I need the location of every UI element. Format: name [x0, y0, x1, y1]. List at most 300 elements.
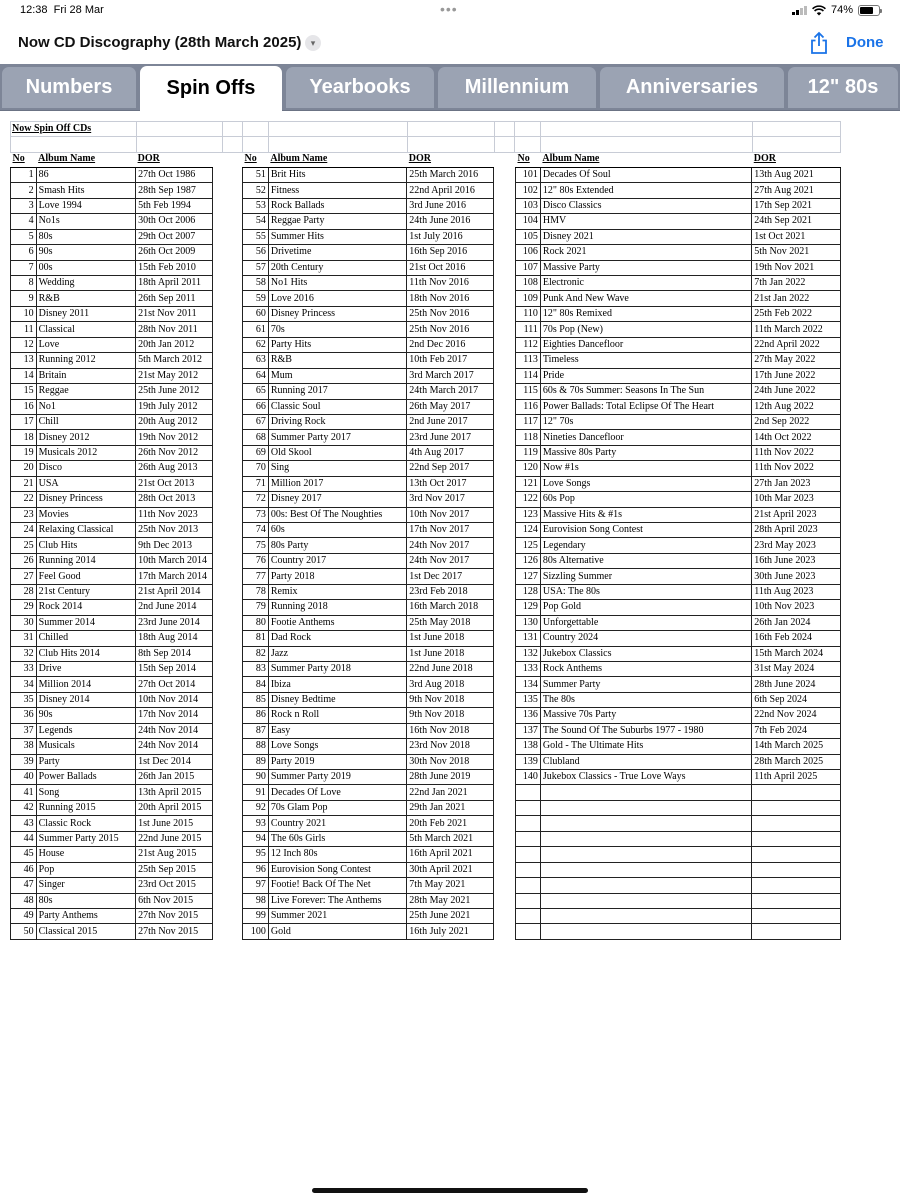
- cell-no[interactable]: 76: [243, 553, 269, 568]
- cell-album-name[interactable]: No1 Hits: [268, 276, 406, 291]
- cell-dor[interactable]: 22nd Sep 2017: [407, 461, 494, 476]
- cell-album-name[interactable]: [540, 862, 751, 877]
- cell-album-name[interactable]: 90s: [36, 245, 135, 260]
- cell-album-name[interactable]: Rock 2021: [540, 245, 751, 260]
- cell-album-name[interactable]: 20th Century: [268, 260, 406, 275]
- cell-no[interactable]: [516, 924, 541, 939]
- cell-dor[interactable]: 28th June 2019: [407, 770, 494, 785]
- cell-dor[interactable]: 2nd Sep 2022: [752, 414, 841, 429]
- cell-dor[interactable]: 16th Sep 2016: [407, 245, 494, 260]
- cell-dor[interactable]: 26th Jan 2024: [752, 615, 841, 630]
- cell-album-name[interactable]: Pop: [36, 862, 135, 877]
- cell-album-name[interactable]: Massive Hits & #1s: [540, 507, 751, 522]
- cell-no[interactable]: 32: [11, 646, 37, 661]
- cell-dor[interactable]: 25th Feb 2022: [752, 306, 841, 321]
- cell-dor[interactable]: 18th April 2011: [136, 276, 213, 291]
- cell-dor[interactable]: 24th Sep 2021: [752, 214, 841, 229]
- cell-album-name[interactable]: Love: [36, 337, 135, 352]
- cell-album-name[interactable]: Disney Princess: [268, 306, 406, 321]
- cell-album-name[interactable]: Fitness: [268, 183, 406, 198]
- cell-album-name[interactable]: Party 2019: [268, 754, 406, 769]
- cell-dor[interactable]: 19th Nov 2012: [136, 430, 213, 445]
- cell-album-name[interactable]: Power Ballads: [36, 770, 135, 785]
- cell-album-name[interactable]: Party: [36, 754, 135, 769]
- cell-album-name[interactable]: Running 2014: [36, 553, 135, 568]
- cell-no[interactable]: 3: [11, 198, 37, 213]
- cell-album-name[interactable]: 00s: Best Of The Noughties: [268, 507, 406, 522]
- cell-album-name[interactable]: 60s & 70s Summer: Seasons In The Sun: [540, 384, 751, 399]
- cell-album-name[interactable]: Sing: [268, 461, 406, 476]
- cell-no[interactable]: 49: [11, 908, 37, 923]
- cell-no[interactable]: 73: [243, 507, 269, 522]
- cell-no[interactable]: 50: [11, 924, 37, 939]
- cell-no[interactable]: 69: [243, 445, 269, 460]
- cell-album-name[interactable]: No1: [36, 399, 135, 414]
- cell-no[interactable]: 66: [243, 399, 269, 414]
- cell-no[interactable]: [516, 785, 541, 800]
- cell-album-name[interactable]: USA: [36, 476, 135, 491]
- cell-dor[interactable]: [752, 862, 841, 877]
- cell-album-name[interactable]: Jukebox Classics: [540, 646, 751, 661]
- cell-album-name[interactable]: Jazz: [268, 646, 406, 661]
- cell-dor[interactable]: 23rd Feb 2018: [407, 584, 494, 599]
- cell-album-name[interactable]: Gold - The Ultimate Hits: [540, 739, 751, 754]
- cell-album-name[interactable]: [540, 893, 751, 908]
- cell-dor[interactable]: 8th Sep 2014: [136, 646, 213, 661]
- cell-album-name[interactable]: 12" 80s Extended: [540, 183, 751, 198]
- cell-no[interactable]: 15: [11, 384, 37, 399]
- cell-dor[interactable]: 31st May 2024: [752, 661, 841, 676]
- header-album-name[interactable]: Album Name: [540, 152, 751, 167]
- cell-dor[interactable]: 3rd June 2016: [407, 198, 494, 213]
- cell-dor[interactable]: 21st April 2014: [136, 584, 213, 599]
- tab-numbers[interactable]: Numbers: [2, 67, 136, 108]
- cell-dor[interactable]: 26th Sep 2011: [136, 291, 213, 306]
- cell-album-name[interactable]: Running 2015: [36, 800, 135, 815]
- cell-album-name[interactable]: Party Anthems: [36, 908, 135, 923]
- cell-no[interactable]: 43: [11, 816, 37, 831]
- cell-album-name[interactable]: Clubland: [540, 754, 751, 769]
- cell-dor[interactable]: 23rd Nov 2018: [407, 739, 494, 754]
- cell-dor[interactable]: 20th Feb 2021: [407, 816, 494, 831]
- cell-dor[interactable]: 25th Nov 2013: [136, 523, 213, 538]
- cell-album-name[interactable]: Summer Party: [540, 677, 751, 692]
- cell-dor[interactable]: 11th Nov 2023: [136, 507, 213, 522]
- cell-no[interactable]: 35: [11, 692, 37, 707]
- document-title[interactable]: Now CD Discography (28th March 2025): [18, 34, 302, 51]
- cell-album-name[interactable]: [540, 831, 751, 846]
- cell-dor[interactable]: 25th June 2012: [136, 384, 213, 399]
- cell-album-name[interactable]: 12" 80s Remixed: [540, 306, 751, 321]
- cell-album-name[interactable]: Massive Party: [540, 260, 751, 275]
- cell-album-name[interactable]: 80s Party: [268, 538, 406, 553]
- cell-album-name[interactable]: 12 Inch 80s: [268, 847, 406, 862]
- cell-dor[interactable]: 11th Nov 2022: [752, 461, 841, 476]
- cell-album-name[interactable]: Decades Of Soul: [540, 167, 751, 182]
- cell-no[interactable]: 21: [11, 476, 37, 491]
- cell-album-name[interactable]: 80s: [36, 229, 135, 244]
- cell-dor[interactable]: [752, 816, 841, 831]
- cell-no[interactable]: 53: [243, 198, 269, 213]
- cell-dor[interactable]: 16th April 2021: [407, 847, 494, 862]
- cell-dor[interactable]: 19th Nov 2021: [752, 260, 841, 275]
- cell-no[interactable]: 89: [243, 754, 269, 769]
- cell-no[interactable]: 17: [11, 414, 37, 429]
- cell-album-name[interactable]: The Sound Of The Suburbs 1977 - 1980: [540, 723, 751, 738]
- cell-no[interactable]: 54: [243, 214, 269, 229]
- cell-album-name[interactable]: 80s: [36, 893, 135, 908]
- cell-dor[interactable]: 2nd June 2017: [407, 414, 494, 429]
- cell-no[interactable]: 85: [243, 692, 269, 707]
- cell-dor[interactable]: 23rd Oct 2015: [136, 878, 213, 893]
- cell-album-name[interactable]: Nineties Dancefloor: [540, 430, 751, 445]
- cell-dor[interactable]: 5th March 2012: [136, 353, 213, 368]
- cell-no[interactable]: 67: [243, 414, 269, 429]
- cell-no[interactable]: 114: [516, 368, 541, 383]
- cell-no[interactable]: 111: [516, 322, 541, 337]
- cell-no[interactable]: 11: [11, 322, 37, 337]
- cell-album-name[interactable]: Classic Soul: [268, 399, 406, 414]
- cell-dor[interactable]: 16th July 2021: [407, 924, 494, 939]
- cell-album-name[interactable]: [540, 908, 751, 923]
- cell-album-name[interactable]: Dad Rock: [268, 631, 406, 646]
- tab-millennium[interactable]: Millennium: [438, 67, 596, 108]
- cell-no[interactable]: 104: [516, 214, 541, 229]
- cell-dor[interactable]: 13th April 2015: [136, 785, 213, 800]
- cell-no[interactable]: 7: [11, 260, 37, 275]
- cell-album-name[interactable]: Party Hits: [268, 337, 406, 352]
- cell-no[interactable]: 131: [516, 631, 541, 646]
- cell-no[interactable]: 134: [516, 677, 541, 692]
- share-icon[interactable]: [808, 31, 830, 55]
- cell-no[interactable]: 38: [11, 739, 37, 754]
- cell-album-name[interactable]: Singer: [36, 878, 135, 893]
- cell-dor[interactable]: 21st Oct 2016: [407, 260, 494, 275]
- cell-dor[interactable]: 28th June 2024: [752, 677, 841, 692]
- cell-dor[interactable]: 18th Aug 2014: [136, 631, 213, 646]
- cell-no[interactable]: 62: [243, 337, 269, 352]
- cell-album-name[interactable]: Country 2017: [268, 553, 406, 568]
- header-album-name[interactable]: Album Name: [268, 152, 406, 167]
- cell-album-name[interactable]: 70s Pop (New): [540, 322, 751, 337]
- cell-no[interactable]: 87: [243, 723, 269, 738]
- cell-dor[interactable]: 22nd April 2016: [407, 183, 494, 198]
- cell-dor[interactable]: 3rd March 2017: [407, 368, 494, 383]
- cell-album-name[interactable]: [540, 785, 751, 800]
- cell-dor[interactable]: [752, 924, 841, 939]
- cell-album-name[interactable]: Disco Classics: [540, 198, 751, 213]
- cell-no[interactable]: 12: [11, 337, 37, 352]
- cell-no[interactable]: 140: [516, 770, 541, 785]
- cell-dor[interactable]: [752, 908, 841, 923]
- cell-no[interactable]: 16: [11, 399, 37, 414]
- title-chevron-down-icon[interactable]: ▾: [305, 35, 321, 51]
- cell-no[interactable]: 45: [11, 847, 37, 862]
- cell-dor[interactable]: 11th Aug 2023: [752, 584, 841, 599]
- cell-no[interactable]: 80: [243, 615, 269, 630]
- cell-no[interactable]: 83: [243, 661, 269, 676]
- cell-dor[interactable]: 22nd Nov 2024: [752, 708, 841, 723]
- cell-dor[interactable]: 16th June 2023: [752, 553, 841, 568]
- cell-dor[interactable]: 14th Oct 2022: [752, 430, 841, 445]
- cell-dor[interactable]: 27th Oct 1986: [136, 167, 213, 182]
- cell-album-name[interactable]: Musicals 2012: [36, 445, 135, 460]
- cell-album-name[interactable]: Timeless: [540, 353, 751, 368]
- cell-dor[interactable]: 30th Oct 2006: [136, 214, 213, 229]
- cell-no[interactable]: 48: [11, 893, 37, 908]
- cell-album-name[interactable]: Summer Party 2019: [268, 770, 406, 785]
- cell-no[interactable]: 1: [11, 167, 37, 182]
- cell-no[interactable]: 34: [11, 677, 37, 692]
- cell-album-name[interactable]: Disney 2017: [268, 492, 406, 507]
- cell-no[interactable]: 51: [243, 167, 269, 182]
- cell-album-name[interactable]: 70s Glam Pop: [268, 800, 406, 815]
- cell-no[interactable]: [516, 816, 541, 831]
- cell-album-name[interactable]: Club Hits: [36, 538, 135, 553]
- cell-album-name[interactable]: Summer 2021: [268, 908, 406, 923]
- cell-no[interactable]: 25: [11, 538, 37, 553]
- cell-no[interactable]: 5: [11, 229, 37, 244]
- cell-album-name[interactable]: Pop Gold: [540, 600, 751, 615]
- cell-album-name[interactable]: Massive 70s Party: [540, 708, 751, 723]
- cell-dor[interactable]: 13th Oct 2017: [407, 476, 494, 491]
- cell-dor[interactable]: 11th March 2022: [752, 322, 841, 337]
- cell-no[interactable]: 116: [516, 399, 541, 414]
- cell-album-name[interactable]: Legendary: [540, 538, 751, 553]
- cell-dor[interactable]: 10th Nov 2017: [407, 507, 494, 522]
- cell-album-name[interactable]: Rock Anthems: [540, 661, 751, 676]
- cell-album-name[interactable]: Summer 2014: [36, 615, 135, 630]
- cell-dor[interactable]: 16th March 2018: [407, 600, 494, 615]
- cell-no[interactable]: 95: [243, 847, 269, 862]
- cell-no[interactable]: 84: [243, 677, 269, 692]
- cell-no[interactable]: 96: [243, 862, 269, 877]
- done-button[interactable]: Done: [846, 34, 884, 51]
- cell-no[interactable]: 58: [243, 276, 269, 291]
- cell-dor[interactable]: 24th June 2022: [752, 384, 841, 399]
- tab-12-inch-80s[interactable]: 12" 80s: [788, 67, 898, 108]
- cell-dor[interactable]: 22nd Jan 2021: [407, 785, 494, 800]
- cell-no[interactable]: 119: [516, 445, 541, 460]
- cell-dor[interactable]: [752, 831, 841, 846]
- cell-dor[interactable]: 25th Nov 2016: [407, 306, 494, 321]
- cell-dor[interactable]: 21st Aug 2015: [136, 847, 213, 862]
- cell-dor[interactable]: 27th Aug 2021: [752, 183, 841, 198]
- cell-dor[interactable]: 17th Nov 2014: [136, 708, 213, 723]
- cell-dor[interactable]: 9th Nov 2018: [407, 708, 494, 723]
- cell-dor[interactable]: 17th March 2014: [136, 569, 213, 584]
- cell-album-name[interactable]: Chill: [36, 414, 135, 429]
- cell-dor[interactable]: 25th May 2018: [407, 615, 494, 630]
- cell-album-name[interactable]: Reggae Party: [268, 214, 406, 229]
- cell-dor[interactable]: 25th Nov 2016: [407, 322, 494, 337]
- cell-dor[interactable]: 16th Nov 2018: [407, 723, 494, 738]
- cell-dor[interactable]: 26th Nov 2012: [136, 445, 213, 460]
- cell-album-name[interactable]: Punk And New Wave: [540, 291, 751, 306]
- cell-no[interactable]: 8: [11, 276, 37, 291]
- cell-dor[interactable]: 26th May 2017: [407, 399, 494, 414]
- cell-album-name[interactable]: Massive 80s Party: [540, 445, 751, 460]
- cell-album-name[interactable]: Love 2016: [268, 291, 406, 306]
- cell-no[interactable]: 123: [516, 507, 541, 522]
- cell-album-name[interactable]: Eurovision Song Contest: [268, 862, 406, 877]
- cell-no[interactable]: 108: [516, 276, 541, 291]
- cell-album-name[interactable]: Rock n Roll: [268, 708, 406, 723]
- tab-spin-offs[interactable]: Spin Offs: [140, 66, 282, 111]
- cell-dor[interactable]: 19th July 2012: [136, 399, 213, 414]
- cell-no[interactable]: 46: [11, 862, 37, 877]
- cell-no[interactable]: [516, 862, 541, 877]
- cell-dor[interactable]: 1st June 2015: [136, 816, 213, 831]
- cell-dor[interactable]: 28th Sep 1987: [136, 183, 213, 198]
- cell-album-name[interactable]: [540, 800, 751, 815]
- cell-no[interactable]: 13: [11, 353, 37, 368]
- cell-no[interactable]: 138: [516, 739, 541, 754]
- cell-dor[interactable]: 12th Aug 2022: [752, 399, 841, 414]
- cell-no[interactable]: 122: [516, 492, 541, 507]
- cell-dor[interactable]: 24th Nov 2017: [407, 553, 494, 568]
- cell-no[interactable]: 27: [11, 569, 37, 584]
- cell-no[interactable]: 113: [516, 353, 541, 368]
- cell-album-name[interactable]: [540, 816, 751, 831]
- cell-album-name[interactable]: HMV: [540, 214, 751, 229]
- cell-no[interactable]: 132: [516, 646, 541, 661]
- cell-no[interactable]: 92: [243, 800, 269, 815]
- cell-no[interactable]: 55: [243, 229, 269, 244]
- multitasking-dots-icon[interactable]: •••: [440, 1, 458, 17]
- cell-album-name[interactable]: Million 2014: [36, 677, 135, 692]
- cell-dor[interactable]: 15th March 2024: [752, 646, 841, 661]
- cell-album-name[interactable]: Driving Rock: [268, 414, 406, 429]
- cell-dor[interactable]: 1st June 2018: [407, 646, 494, 661]
- cell-no[interactable]: 90: [243, 770, 269, 785]
- cell-album-name[interactable]: Rock 2014: [36, 600, 135, 615]
- cell-no[interactable]: 88: [243, 739, 269, 754]
- cell-no[interactable]: 128: [516, 584, 541, 599]
- cell-no[interactable]: [516, 800, 541, 815]
- cell-dor[interactable]: 25th June 2021: [407, 908, 494, 923]
- cell-album-name[interactable]: Ibiza: [268, 677, 406, 692]
- cell-album-name[interactable]: 80s Alternative: [540, 553, 751, 568]
- cell-dor[interactable]: 18th Nov 2016: [407, 291, 494, 306]
- cell-no[interactable]: 74: [243, 523, 269, 538]
- sheet-title[interactable]: Now Spin Off CDs: [12, 123, 92, 134]
- cell-dor[interactable]: [752, 847, 841, 862]
- cell-no[interactable]: 18: [11, 430, 37, 445]
- cell-album-name[interactable]: Brit Hits: [268, 167, 406, 182]
- cell-album-name[interactable]: Disney 2014: [36, 692, 135, 707]
- cell-dor[interactable]: 23rd June 2017: [407, 430, 494, 445]
- cell-dor[interactable]: 7th Jan 2022: [752, 276, 841, 291]
- cell-album-name[interactable]: 60s Pop: [540, 492, 751, 507]
- cell-no[interactable]: 127: [516, 569, 541, 584]
- home-indicator[interactable]: [312, 1188, 588, 1193]
- cell-no[interactable]: 135: [516, 692, 541, 707]
- cell-album-name[interactable]: Easy: [268, 723, 406, 738]
- cell-album-name[interactable]: Rock Ballads: [268, 198, 406, 213]
- cell-dor[interactable]: 24th Nov 2017: [407, 538, 494, 553]
- cell-no[interactable]: 94: [243, 831, 269, 846]
- cell-album-name[interactable]: 90s: [36, 708, 135, 723]
- cell-no[interactable]: 86: [243, 708, 269, 723]
- cell-album-name[interactable]: Summer Hits: [268, 229, 406, 244]
- cell-dor[interactable]: 11th Nov 2022: [752, 445, 841, 460]
- cell-no[interactable]: 61: [243, 322, 269, 337]
- cell-no[interactable]: 106: [516, 245, 541, 260]
- cell-no[interactable]: 64: [243, 368, 269, 383]
- cell-dor[interactable]: 21st Jan 2022: [752, 291, 841, 306]
- cell-album-name[interactable]: Live Forever: The Anthems: [268, 893, 406, 908]
- cell-no[interactable]: 22: [11, 492, 37, 507]
- cell-dor[interactable]: 27th Oct 2014: [136, 677, 213, 692]
- cell-dor[interactable]: 28th Nov 2011: [136, 322, 213, 337]
- cell-album-name[interactable]: [540, 878, 751, 893]
- cell-no[interactable]: 124: [516, 523, 541, 538]
- cell-album-name[interactable]: The 80s: [540, 692, 751, 707]
- cell-album-name[interactable]: House: [36, 847, 135, 862]
- cell-no[interactable]: 14: [11, 368, 37, 383]
- cell-dor[interactable]: 15th Sep 2014: [136, 661, 213, 676]
- cell-no[interactable]: 56: [243, 245, 269, 260]
- cell-dor[interactable]: 25th Sep 2015: [136, 862, 213, 877]
- cell-no[interactable]: 100: [243, 924, 269, 939]
- cell-dor[interactable]: 21st April 2023: [752, 507, 841, 522]
- cell-dor[interactable]: 23rd May 2023: [752, 538, 841, 553]
- cell-album-name[interactable]: Old Skool: [268, 445, 406, 460]
- cell-album-name[interactable]: Running 2012: [36, 353, 135, 368]
- cell-no[interactable]: 78: [243, 584, 269, 599]
- cell-dor[interactable]: 21st May 2012: [136, 368, 213, 383]
- cell-no[interactable]: 105: [516, 229, 541, 244]
- cell-dor[interactable]: 25th March 2016: [407, 167, 494, 182]
- cell-album-name[interactable]: Reggae: [36, 384, 135, 399]
- cell-album-name[interactable]: Smash Hits: [36, 183, 135, 198]
- cell-no[interactable]: 23: [11, 507, 37, 522]
- cell-dor[interactable]: 11th April 2025: [752, 770, 841, 785]
- cell-no[interactable]: 110: [516, 306, 541, 321]
- cell-no[interactable]: 93: [243, 816, 269, 831]
- cell-album-name[interactable]: Song: [36, 785, 135, 800]
- cell-album-name[interactable]: Summer Party 2015: [36, 831, 135, 846]
- cell-no[interactable]: 126: [516, 553, 541, 568]
- cell-dor[interactable]: 22nd April 2022: [752, 337, 841, 352]
- cell-dor[interactable]: 28th May 2021: [407, 893, 494, 908]
- cell-album-name[interactable]: Classic Rock: [36, 816, 135, 831]
- cell-album-name[interactable]: Love Songs: [268, 739, 406, 754]
- cell-dor[interactable]: 1st July 2016: [407, 229, 494, 244]
- cell-dor[interactable]: 7th Feb 2024: [752, 723, 841, 738]
- cell-dor[interactable]: 26th Oct 2009: [136, 245, 213, 260]
- cell-album-name[interactable]: Drive: [36, 661, 135, 676]
- cell-dor[interactable]: 16th Feb 2024: [752, 631, 841, 646]
- cell-dor[interactable]: 24th Nov 2014: [136, 739, 213, 754]
- cell-album-name[interactable]: Electronic: [540, 276, 751, 291]
- cell-dor[interactable]: 7th May 2021: [407, 878, 494, 893]
- cell-no[interactable]: 29: [11, 600, 37, 615]
- cell-album-name[interactable]: [540, 847, 751, 862]
- cell-dor[interactable]: 17th Nov 2017: [407, 523, 494, 538]
- cell-no[interactable]: 47: [11, 878, 37, 893]
- cell-no[interactable]: 109: [516, 291, 541, 306]
- cell-album-name[interactable]: Summer Party 2017: [268, 430, 406, 445]
- cell-no[interactable]: 52: [243, 183, 269, 198]
- cell-album-name[interactable]: Club Hits 2014: [36, 646, 135, 661]
- cell-dor[interactable]: 30th Nov 2018: [407, 754, 494, 769]
- cell-album-name[interactable]: Sizzling Summer: [540, 569, 751, 584]
- cell-album-name[interactable]: Britain: [36, 368, 135, 383]
- cell-no[interactable]: 59: [243, 291, 269, 306]
- cell-album-name[interactable]: Chilled: [36, 631, 135, 646]
